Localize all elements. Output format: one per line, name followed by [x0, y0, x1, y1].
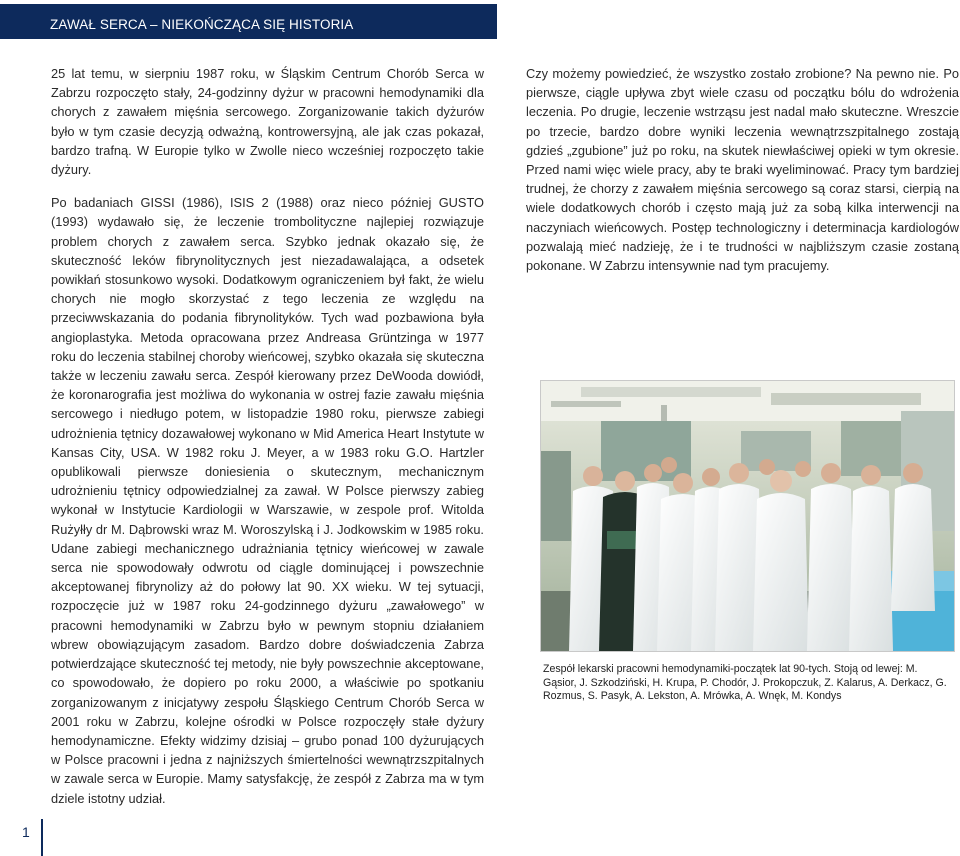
photo-caption: Zespół lekarski pracowni hemodynamiki-początek lat 90-tych. Stoją od lewej: M. Gąsior, J. Szkodziński, H. Krupa, P. Chodór, J. Prokopczuk, Z. Kalarus, A. Derkacz, G. Rozmus, S. Pasyk, A. Lekston, A. Mrówka, A. Wnęk, M. Kondys — [543, 663, 947, 703]
article-paragraph: Czy możemy powiedzieć, że wszystko zostało zrobione? Na pewno nie. Po pierwsze, ciągle upływa zbyt wiele czasu od początku bólu do wdrożenia leczenia. Po drugie, leczenie wstrząsu jest nadal mało skuteczne. Wreszcie po trzecie, bardzo dobre wyniki leczenia wewnątrzszpitalnego zostają gdzieś „zgubione” już po roku, na skutek niewłaściwej opieki w tym okresie. Przed nami więc wiele pracy, aby te braki wyeliminować. Pracy tym bardziej trudnej, że chorzy z zawałem mięśnia sercowego są coraz starsi, cierpią na wiele dodatkowych chorób i często mają już za sobą kilka interwencji na naczyniach wieńcowych. Postęp technologiczny i determinacja kardiologów pozwalają mieć nadzieję, że i te trudności w najbliższym czasie zostaną pokonane. W Zabrzu intensywnie nad tym pracujemy. — [526, 66, 959, 274]
article-paragraph: Po badaniach GISSI (1986), ISIS 2 (1988) oraz nieco później GUSTO (1993) wydawało się, że leczenie trombolityczne najlepiej rozwiązuje problem chorych z zawałem serca. Szybko jednak okazało się, że skuteczność leków fibrynolitycznych jest niezadawalająca, a odsetek powikłań stosunkowo wysoki. Dodatkowym ograniczeniem był fakt, że wielu chorych nie mogło skorzystać z tego leczenia ze względu na przeciwwskazania do podania fibrynolityków. Tych wad pozbawiona była angioplastyka. Metoda opracowana przez Andreasa Grüntzinga w 1977 roku do leczenia stabilnej choroby wieńcowej, szybko okazała się skuteczna także w leczeniu zawału serca. Zespół kierowany przez DeWooda dowiódł, że koronarografia jest możliwa do wykonania w ostrej fazie zawału mięśnia sercowego i niedługo potem, w listopadzie 1980 roku, pierwsze zabiegi udrożnienia tętnicy dozawałowej wykonano w Mid America Heart Instytute w Kansas City, USA. W 1982 roku J. Meyer, a w 1983 roku G.O. Hartzler opublikowali pierwsze doniesienia o skutecznym, mechanicznym udrożnieniu tętnicy odpowiedzialnej za zawał. W Polsce pierwszy zabieg wykonał w Instytucie Kardiologii w Warszawie, w zespole prof. Witolda Rużyłły dr M. Dąbrowski wraz M. Woroszylską i J. Jodkowskim w 1985 roku. Udane zabiegi mechanicznego udrażniania tętnicy wieńcowej w zawale serca nie spowodowały odwrotu od ciągle dominującej i powszechnie akceptowanej fibrynolizy aż do połowy lat 90. XX wieku. W tej sytuacji, rozpoczęcie już w 1987 roku 24-godzinnego dyżuru „zawałowego” w pracowni hemodynamiki w Zabrzu było w pewnym stopniu działaniem wbrew obowiązującym zasadom. Bardzo dobre doświadczenia Zabrza potwierdzające skuteczność tej metody, nie były powszechnie akceptowane, co spowodowało, że dopiero po roku 2000, a właściwie po spotkaniu zorganizowanym z inicjatywy zespołu Śląskiego Centrum Chorób Serca w 2001 roku w Zabrzu, kolejne ośrodki w Polsce rozpoczęły stałe dyżury hemodynamiczne. Efekty widzimy dzisiaj – grubo ponad 100 dyżurujących w Polsce pracowni i jedna z najniższych śmiertelności wewnątrzszpitalnych w zawale serca w Europie. Mamy satysfakcję, że zespół z Zabrza ma w tym dziele istotny udział. — [51, 195, 484, 806]
page-title: ZAWAŁ SERCA – NIEKOŃCZĄCA SIĘ HISTORIA — [50, 17, 354, 32]
team-photo — [540, 380, 955, 652]
page-number-divider — [41, 819, 43, 856]
header-bar — [0, 4, 497, 39]
article-left-column — [51, 64, 484, 822]
page-number: 1 — [22, 824, 30, 840]
article-right-column — [526, 64, 959, 289]
article-paragraph: 25 lat temu, w sierpniu 1987 roku, w Śląskim Centrum Chorób Serca w Zabrzu rozpoczęto stały, 24-godzinny dyżur w pracowni hemodynamiki dla chorych z zawałem mięśnia sercowego. Zorganizowanie takich dyżurów było w tym czasie decyzją odważną, kontrowersyjną, ale jak czas pokazał, bardzo trafną. W Europie tylko w Zwolle nieco wcześniej rozpoczęto takie dyżury. — [51, 66, 484, 178]
team-photo-image — [541, 381, 954, 651]
